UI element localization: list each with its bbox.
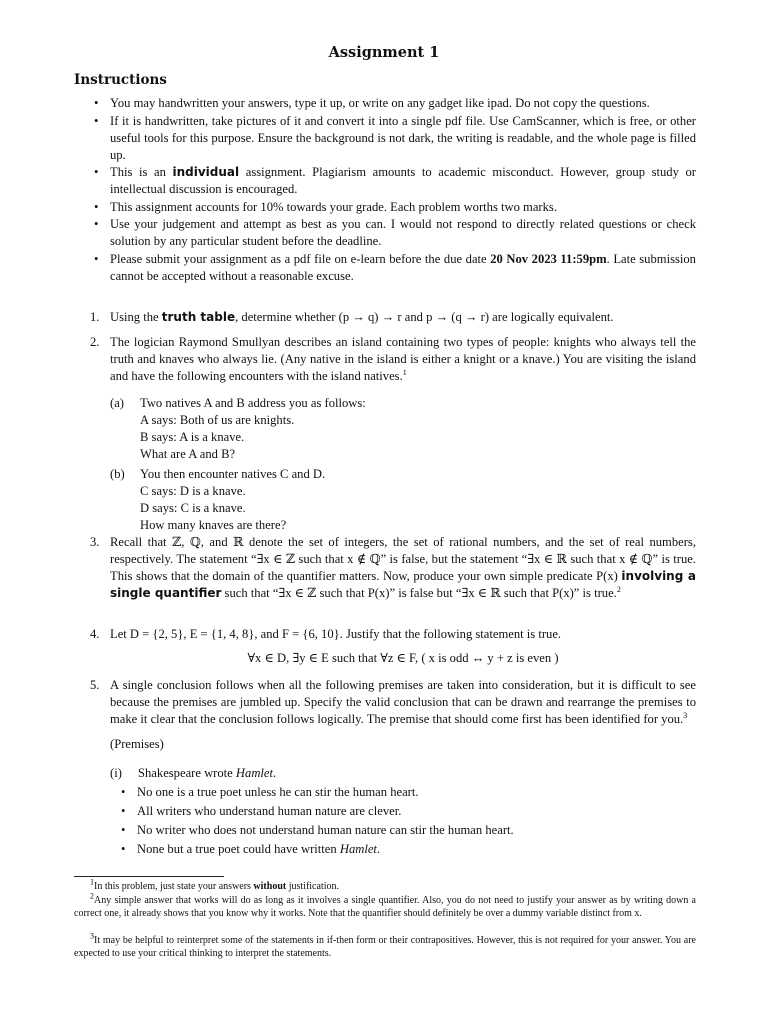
part-a: (a) Two natives A and B address you as follows: A says: Both of us are knights. B says: A is a knave. What are A and B? — [110, 396, 366, 461]
instruction-item: • Please submit your assignment as a pdf file on e-learn before the due date 20 Nov 2023 11:59pm. Late submission cannot be accepted without a reasonable excuse. — [94, 251, 696, 285]
question-5: 5. A single conclusion follows when all the following premises are taken into consideration, but it is difficult to see because the premises are jumbled up. Specify the valid conclusion that can be drawn and rearrange the premises to make it clear that the conclusion follows logically. The premise that should come first has been identified for you.$^3$ (Premises) (i) Shakespeare wrote Hamlet. • No one is a true poet unless he can stir the human heart. • All writers who understand human nature are clever. • No writer who does not understand human nature can stir the human heart. • None but a true poet could have written Hamlet. — [74, 677, 696, 860]
instructions-list — [94, 95, 696, 285]
question-number: 4. — [90, 627, 100, 641]
instruction-item: • This assignment accounts for 10% towards your grade. Each problem worths two marks. — [94, 199, 696, 216]
question-number: 3. — [90, 535, 100, 549]
premise-item: • No one is a true poet unless he can stir the human heart. — [121, 784, 696, 801]
instruction-item: • You may handwritten your answers, type it up, or write on any gadget like ipad. Do not copy the questions. — [94, 95, 696, 112]
footnote-3: $^3$It may be helpful to reinterpret some of the statements in if-then form or their contrapositives. However, this is not required for your answer. You are expected to use your critical thinking to interpret the statements. — [74, 931, 696, 959]
premise-item: • All writers who understand human nature are clever. — [121, 803, 696, 820]
instructions-heading: Instructions — [74, 72, 167, 88]
premises-label: (Premises) — [110, 737, 164, 751]
question-number: 1. — [90, 310, 100, 324]
formula: ∀x ∈ D, ∃y ∈ E such that ∀z ∈ F, ( x is odd ↔ y + z is even ) — [247, 651, 559, 665]
emphasis-truth-table: truth table — [161, 310, 236, 324]
instruction-item: • If it is handwritten, take pictures of it and convert it into a single pdf file. Use CamScanner, which is free, or other useful tools for this purpose. Ensure the background is not dark, the writing is readable, and the whole page is filled up. — [94, 113, 696, 164]
footnote-1: $^1$In this problem, just state your answers without justification. — [90, 877, 339, 892]
emphasis-single-quantifier: involving a single quantifier — [110, 569, 696, 600]
instruction-item: • Use your judgement and attempt as best as you can. I would not respond to directly related questions or check solution by any particular student before the deadline. — [94, 216, 696, 250]
premise-item: • No writer who does not understand human nature can stir the human heart. — [121, 822, 696, 839]
footnote-ref: 1 — [402, 367, 407, 377]
page-title: Assignment 1 — [328, 44, 440, 61]
question-1: 1. Using the truth table, determine whether (p → q) → r and p → (q → r) are logically equivalent. — [90, 310, 614, 324]
emphasis-individual: individual — [172, 165, 240, 179]
footnote-ref: 2 — [616, 584, 621, 594]
footnote-ref: 3 — [683, 710, 688, 720]
instruction-item: • This is an individual assignment. Plagiarism amounts to academic misconduct. However, group study or intellectual discussion is encouraged. — [94, 164, 696, 198]
premise-first: (i) Shakespeare wrote Hamlet. — [110, 766, 277, 780]
question-4: 4. Let D = {2, 5}, E = {1, 4, 8}, and F = {6, 10}. Justify that the following statement is true. ∀x ∈ D, ∃y ∈ E such that ∀z ∈ F, ( x is odd ↔ y + z is even ) — [74, 626, 696, 667]
question-2: 2. The logician Raymond Smullyan describes an island containing two types of people: knights who always tell the truth and knaves who always lie. (Any native in the island is either a knight or a knave.) You are visiting the island and have the following encounters with the island natives.$^1$ (a) Two natives A and B address you as follows: A says: Both of us are knights. B says: A is a knave. What are A and B? (b) You then encounter natives C and D. C says: D is a knave. D says: C is a knave. How many knaves are there? — [90, 335, 696, 532]
premise-item: • None but a true poet could have written Hamlet. — [121, 841, 696, 858]
premises-list — [121, 784, 696, 858]
part-b: (b) You then encounter natives C and D. C says: D is a knave. D says: C is a knave. How many knaves are there? — [110, 467, 326, 532]
due-date: 20 Nov 2023 11:59pm — [490, 251, 607, 266]
question-3: 3. Recall that ℤ, ℚ, and ℝ denote the set of integers, the set of rational numbers, and the set of real numbers, respectively. The statement “∃x ∈ ℤ such that x ∉ ℚ” is false, but the statement “∃x ∈ ℝ such that x ∉ ℚ” is true. This shows that the domain of the quantifier matters. Now, produce your own simple predicate P(x) involving a single quantifier such that “∃x ∈ ℤ such that P(x)” is false but “∃x ∈ ℝ such that P(x)” is true.$^2$ — [90, 535, 696, 600]
question-number: 5. — [90, 678, 100, 692]
question-number: 2. — [90, 335, 100, 349]
footnote-2: $^2$Any simple answer that works will do as long as it involves a single quantifier. Also, you do not need to justify your answer as by writing down a correct one, it already shows that you know why it works. Note that the quantifier should definitely be over a dummy variable distinct from x. — [74, 891, 696, 919]
footnote-rule — [74, 876, 224, 877]
